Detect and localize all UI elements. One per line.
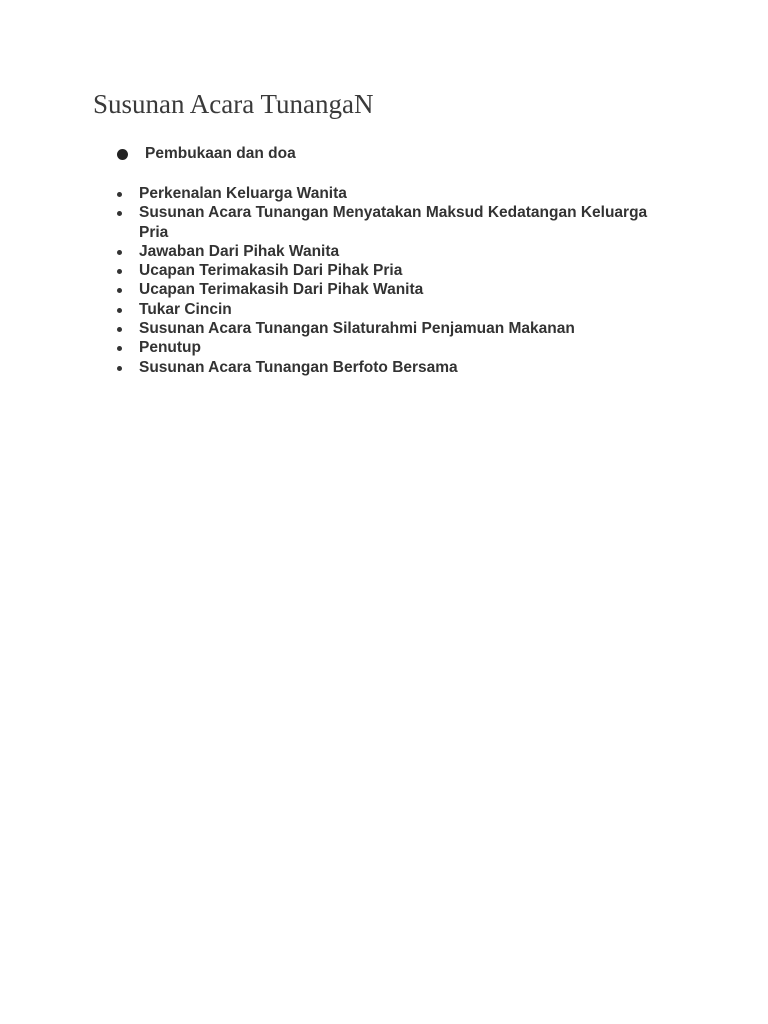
list-item [115,319,675,338]
list-item-label: Ucapan Terimakasih Dari Pihak Wanita [139,281,424,299]
bullet-icon [117,308,122,313]
bullet-icon [117,288,122,293]
list-item [115,300,675,319]
list-item [115,358,675,377]
list-item [115,242,675,261]
bullet-icon [117,250,122,255]
list-item-label: Pembukaan dan doa [145,145,296,162]
bullet-icon [117,346,122,351]
bullet-icon [117,269,122,274]
first-list-item [117,143,296,165]
bullet-icon [117,366,122,371]
list-item [115,184,675,203]
list-item-label: Susunan Acara Tunangan Menyatakan Maksud Kedatangan Keluarga Pria [139,204,648,241]
bullet-icon [117,327,122,332]
list-item-label: Susunan Acara Tunangan Berfoto Bersama [139,358,458,376]
list-item-label: Penutup [139,339,201,357]
bullet-icon [117,192,122,197]
list-item [115,203,675,242]
list-item-label: Susunan Acara Tunangan Silaturahmi Penjamuan Makanan [139,320,575,338]
list-item-label: Perkenalan Keluarga Wanita [139,185,347,202]
list-item [115,280,675,299]
list-item [115,261,675,280]
list-item-label: Jawaban Dari Pihak Wanita [139,242,340,260]
bullet-icon [117,149,128,160]
list-item-label: Tukar Cincin [139,300,232,318]
agenda-list [115,184,675,377]
list-item [115,338,675,357]
page-title: Susunan Acara TunangaN [93,89,374,119]
list-item-label: Ucapan Terimakasih Dari Pihak Pria [139,262,403,280]
bullet-icon [117,211,122,216]
